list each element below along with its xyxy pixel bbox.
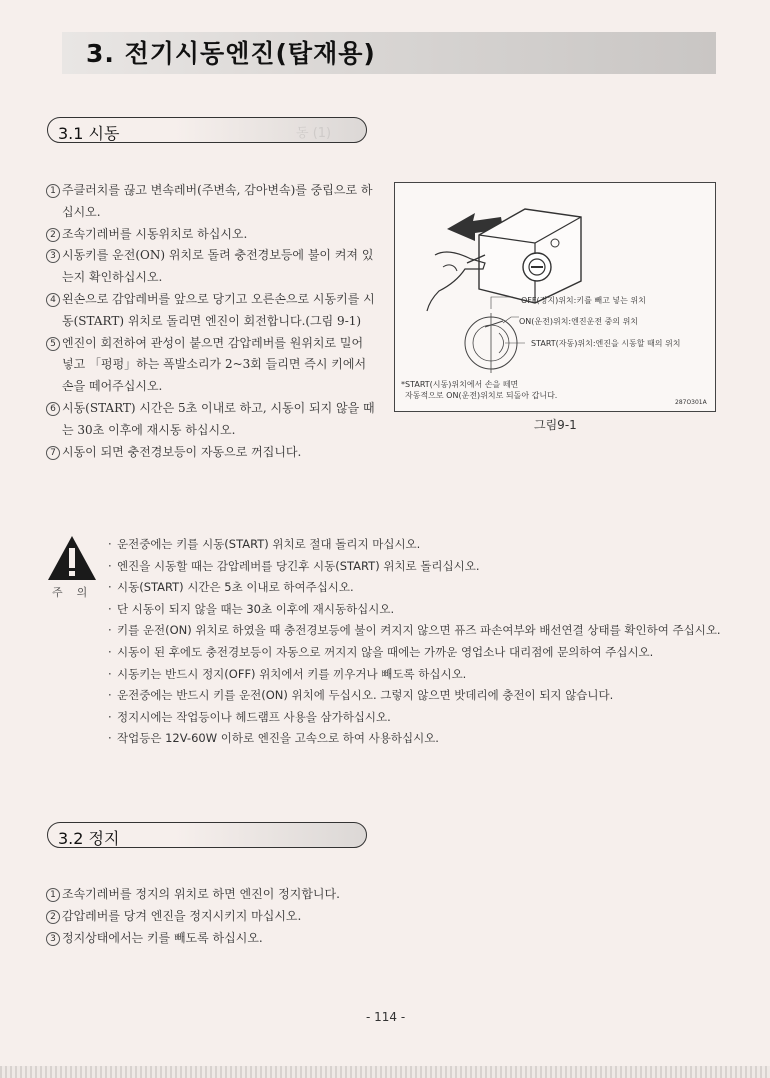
caution-item: · 엔진을 시동할 때는 감압레버를 당긴후 시동(START) 위치로 돌리십시오. bbox=[108, 556, 724, 578]
off-position-label: OFF(정지)위치:키를 빼고 넣는 위치 bbox=[521, 296, 646, 305]
scan-edge-strip bbox=[0, 1066, 770, 1078]
list-item bbox=[46, 224, 376, 246]
section-heading-label: 3.1 시동 bbox=[58, 124, 120, 143]
step-number: 3 bbox=[46, 249, 60, 263]
caution-item: · 시동이 된 후에도 충전경보등이 자동으로 꺼지지 않을 때에는 가까운 영업소나 대리점에 문의하여 주십시오. bbox=[108, 642, 724, 664]
step-text: 조속기레버를 시동위치로 하십시오. bbox=[62, 226, 248, 241]
step-number: 7 bbox=[46, 446, 60, 460]
list-item bbox=[46, 398, 376, 442]
section-heading-stop bbox=[47, 822, 367, 848]
step-number: 2 bbox=[46, 910, 60, 924]
stop-steps-list bbox=[46, 884, 446, 949]
warning-triangle-icon bbox=[46, 534, 98, 582]
caution-item: · 운전중에는 키를 시동(START) 위치로 절대 돌리지 마십시오. bbox=[108, 534, 724, 556]
caution-label: 주의 bbox=[52, 586, 102, 599]
caution-item: · 운전중에는 반드시 키를 운전(ON) 위치에 두십시오. 그렇지 않으면 밧데리에 충전이 되지 않습니다. bbox=[108, 685, 724, 707]
figure-code: 287O301A bbox=[675, 399, 707, 406]
start-steps-list bbox=[46, 180, 376, 463]
step-number: 2 bbox=[46, 228, 60, 242]
step-text: 엔진이 회전하여 관성이 붙으면 감압레버를 원위치로 밀어 넣고 「펑펑」하는 폭발소리가 2~3회 들리면 즉시 키에서 손을 떼어주십시오. bbox=[62, 335, 367, 394]
step-text: 주클러치를 끊고 변속레버(주변속, 감아변속)를 중립으로 하십시오. bbox=[62, 183, 373, 219]
list-item bbox=[46, 289, 376, 333]
step-number: 6 bbox=[46, 402, 60, 416]
caution-item: · 정지시에는 작업등이나 헤드램프 사용을 삼가하십시오. bbox=[108, 707, 724, 729]
start-position-label: START(자동)위치:엔진을 시동할 때의 위치 bbox=[531, 339, 681, 348]
section-heading-label: 3.2 정지 bbox=[58, 829, 120, 848]
step-text: 정지상태에서는 키를 빼도록 하십시오. bbox=[62, 930, 263, 945]
step-text: 시동키를 운전(ON) 위치로 돌려 충전경보등에 불이 켜져 있는지 확인하십시오. bbox=[62, 248, 374, 285]
caution-item: · 키를 운전(ON) 위치로 하였을 때 충전경보등에 불이 켜지지 않으면 퓨즈 파손여부와 배선연결 상태를 확인하여 주십시오. bbox=[108, 620, 724, 642]
step-number: 1 bbox=[46, 888, 60, 902]
step-text: 왼손으로 감압레버를 앞으로 당기고 오른손으로 시동키를 시동(START) 위치로 돌리면 엔진이 회전합니다.(그림 9-1) bbox=[62, 291, 375, 328]
section-heading-ghost: 동 (1) bbox=[296, 126, 332, 141]
list-item bbox=[46, 884, 446, 906]
page-number: - 114 - bbox=[366, 1010, 406, 1024]
step-text: 조속기레버를 정지의 위치로 하면 엔진이 정지합니다. bbox=[62, 887, 340, 901]
step-text: 감압레버를 당겨 엔진을 정지시키지 마십시오. bbox=[62, 908, 302, 923]
step-text: 시동이 되면 충전경보등이 자동으로 꺼집니다. bbox=[62, 444, 302, 459]
figure-caption: 그림9-1 bbox=[534, 418, 577, 432]
caution-item: · 시동키는 반드시 정지(OFF) 위치에서 키를 끼우거나 빼도록 하십시오. bbox=[108, 664, 724, 686]
step-text: 시동(START) 시간은 5초 이내로 하고, 시동이 되지 않을 때는 30초 이후에 재시동 하십시오. bbox=[62, 400, 375, 437]
step-number: 3 bbox=[46, 932, 60, 946]
page-title: 3. 전기시동엔진(탑재용) bbox=[86, 39, 376, 68]
step-number: 5 bbox=[46, 337, 60, 351]
on-position-label: ON(운전)위치:엔진운전 중의 위치 bbox=[519, 317, 639, 326]
key-switch-figure bbox=[394, 182, 716, 412]
figure-note-line2: 자동적으로 ON(운전)위치로 되돌아 갑니다. bbox=[405, 391, 558, 400]
step-number: 4 bbox=[46, 293, 60, 307]
list-item bbox=[46, 928, 446, 950]
caution-item: · 시동(START) 시간은 5초 이내로 하여주십시오. bbox=[108, 577, 724, 599]
step-number: 1 bbox=[46, 184, 60, 198]
list-item bbox=[46, 245, 376, 289]
caution-item: · 단 시동이 되지 않을 때는 30초 이후에 재시동하십시오. bbox=[108, 599, 724, 621]
list-item bbox=[46, 333, 376, 398]
list-item bbox=[46, 442, 376, 464]
figure-note-line1: *START(시동)위치에서 손을 떼면 bbox=[401, 380, 519, 389]
list-item bbox=[46, 180, 376, 224]
list-item bbox=[46, 906, 446, 928]
section-heading-start bbox=[47, 117, 367, 143]
hand-icon bbox=[427, 252, 485, 311]
caution-item: · 작업등은 12V-60W 이하로 엔진을 고속으로 하여 사용하십시오. bbox=[108, 728, 724, 750]
caution-list bbox=[108, 534, 724, 750]
